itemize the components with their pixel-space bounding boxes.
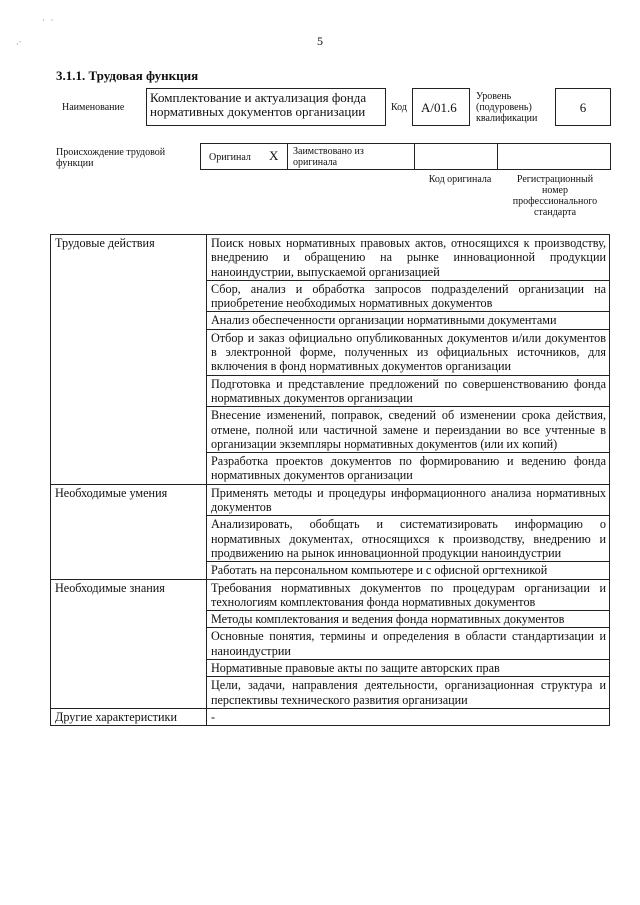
table-row xyxy=(51,235,610,281)
original-mark: X xyxy=(269,148,279,163)
code-original-caption: Код оригинала xyxy=(428,174,492,185)
action-item: Внесение изменений, поправок, сведений об изменении срока действия, отмене, полной или частичной замене и переиздании во все учтенные в организации экземпляры нормативных документов (или их копий) xyxy=(207,407,610,453)
action-item: Подготовка и представление предложений по совершенствованию фонда нормативных документов организации xyxy=(207,375,610,407)
name-label: Наименование xyxy=(62,102,125,113)
page-number: 5 xyxy=(317,34,323,48)
level-label: Уровень (подуровень) квалификации xyxy=(476,91,538,124)
function-table xyxy=(50,234,610,726)
original-label: Оригинал xyxy=(209,152,251,163)
code-value: A/01.6 xyxy=(412,88,470,126)
table-row xyxy=(51,579,610,611)
origin-label: Происхождение трудовой функции xyxy=(56,147,166,169)
row-label-other: Другие характеристики xyxy=(51,708,207,725)
original-cell xyxy=(200,143,288,170)
code-original-cell xyxy=(414,143,498,170)
table-row xyxy=(51,484,610,516)
row-label-actions: Трудовые действия xyxy=(51,235,207,485)
knowledge-item: Нормативные правовые акты по защите авторских прав xyxy=(207,660,610,677)
level-value: 6 xyxy=(555,88,611,126)
table-row xyxy=(51,708,610,725)
skill-item: Применять методы и процедуры информационного анализа нормативных документов xyxy=(207,484,610,516)
section-title: 3.1.1. Трудовая функция xyxy=(56,68,199,83)
row-label-knowledge: Необходимые знания xyxy=(51,579,207,708)
action-item: Поиск новых нормативных правовых актов, относящихся к производству, внедрению и обращению на рынке инновационной продукции наноиндустрии, выпускаемой организацией xyxy=(207,235,610,281)
knowledge-item: Требования нормативных документов по процедурам организации и технологиям комплектования фонда нормативных документов xyxy=(207,579,610,611)
action-item: Сбор, анализ и обработка запросов подразделений организации на приобретение необходимых нормативных документов xyxy=(207,280,610,312)
action-item: Разработка проектов документов по формированию и ведению фонда нормативных документов организации xyxy=(207,453,610,485)
name-value: Комплектование и актуализация фонда нормативных документов организации xyxy=(146,88,386,126)
action-item: Анализ обеспеченности организации нормативными документами xyxy=(207,312,610,329)
knowledge-item: Основные понятия, термины и определения в области стандартизации и наноиндустрии xyxy=(207,628,610,660)
reg-number-cell xyxy=(497,143,611,170)
knowledge-item: Методы комплектования и ведения фонда нормативных документов xyxy=(207,611,610,628)
action-item: Отбор и заказ официально опубликованных документов и/или документов в электронной форме, полученных из официальных источников, для включения в фонд нормативных документов организации xyxy=(207,329,610,375)
scan-specks: ·ˋ xyxy=(16,40,22,49)
code-label: Код xyxy=(391,102,407,113)
reg-number-caption: Регистрационный номер профессионального стандарта xyxy=(512,174,598,218)
skill-item: Работать на персональном компьютере и с офисной оргтехникой xyxy=(207,562,610,579)
borrowed-label: Заимствовано из оригинала xyxy=(287,143,415,170)
skill-item: Анализировать, обобщать и систематизировать информацию о нормативных документах, относящихся к производству, внедрению и продвижению на рынок инновационной продукции наноиндустрии xyxy=(207,516,610,562)
knowledge-item: Цели, задачи, направления деятельности, организационная структура и перспективы технического развития организации xyxy=(207,677,610,709)
other-item: - xyxy=(207,708,610,725)
scan-specks: · · xyxy=(42,16,56,25)
row-label-skills: Необходимые умения xyxy=(51,484,207,579)
